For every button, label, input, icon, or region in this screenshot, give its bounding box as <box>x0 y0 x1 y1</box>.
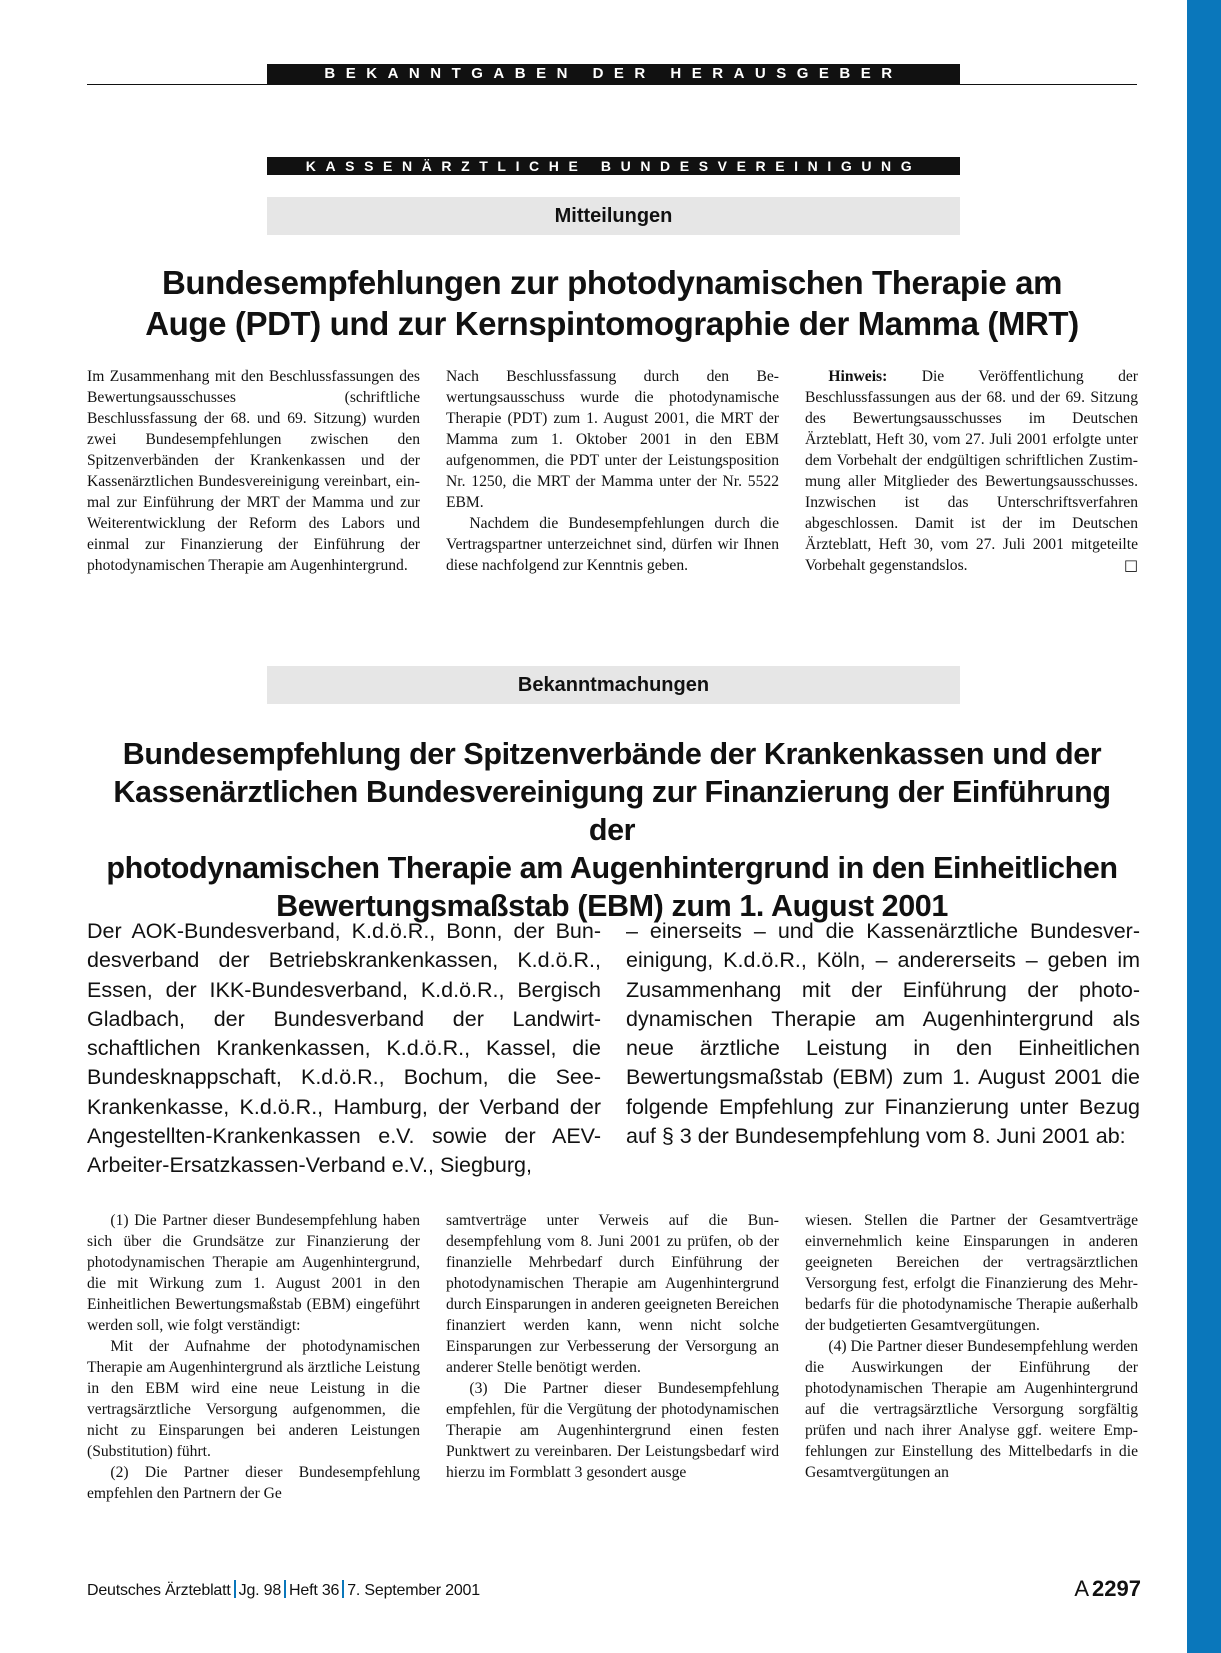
organization-band: KASSENÄRZTLICHE BUNDESVEREINIGUNG <box>267 157 960 175</box>
header-rule <box>87 84 1137 85</box>
footer-citation <box>87 1580 480 1600</box>
paragraph: (4) Die Partner dieser Bundesempfehlung werden die Auswirkungen der Einführung der photodynamischen Therapie am Augenhintergrund auf die vertragsärztliche Versorgung sorgfältig prüfen und nach ihrer Analyse ggf. weitere Empfehlungen zur Einstellung des Mittelbedarfs in die Gesamtvergütungen an <box>805 1338 1138 1481</box>
hint-paragraph <box>805 366 1138 576</box>
paragraph: Mit der Aufnahme der photodynamischen Therapie am Augenhintergrund als ärztliche Leistung in den EBM wird eine neue Leistung in die vertragsärztliche Versorgung aufgenommen, die nicht zu Einsparungen bei anderen Leistungen (Substitution) führt. <box>87 1338 420 1460</box>
bekanntmachung-column-3 <box>805 1210 1138 1483</box>
lead-paragraph-left: Der AOK-Bundesverband, K.d.ö.R., Bonn, der Bundesverband der Betriebskrankenkassen, K.d.ö.R., Essen, der IKK-Bundesverband, K.d.ö.R., Bergisch Gladbach, der Bundesverband der Landwirtschaftlichen Krankenkassen, K.d.ö.R., Kassel, die Bundesknappschaft, K.d.ö.R., Bochum, die See-Krankenkasse, K.d.ö.R., Hamburg, der Verband der Angestellten-Krankenkassen e.V. sowie der AEV-Arbeiter-Ersatzkassen-Verband e.V., Siegburg, <box>87 919 601 1178</box>
footer-date: 7. September 2001 <box>347 1582 480 1599</box>
footer-volume: Jg. 98 <box>238 1582 282 1599</box>
paragraph: Im Zusammenhang mit den Beschlussfassungen des Bewertungsausschusses (schriftliche Beschlussfassung der 68. und 69. Sitzung) wurden zwei Bundesempfehlungen zwischen den Spitzenverbänden der Krankenkassen und der Kassenärztlichen Bundesvereinigung vereinbart, einmal zur Einführung der MRT der Mamma und zur Weiterentwicklung der Reform des Labors und einmal zur Finanzierung der Einführung der photodynamischen Therapie am Augenhintergrund. <box>87 368 420 574</box>
mitteilung-column-2 <box>446 366 779 576</box>
hint-text: Die Veröffentlichung der Beschlussfassungen aus der 68. und der 69. Sitzung des Bewertungsausschusses im Deutschen Ärzteblatt, Heft 30, vom 27. Juli 2001 erfolgte unter dem Vorbehalt der endgültigen schriftlichen Zustimmung aller Mitglieder des Bewertungsausschusses. Inzwischen ist das Unterschriftsverfahren abgeschlossen. Damit ist der im Deutschen Ärzteblatt, Heft 30, vom 27. Juli 2001 mitgeteilte Vorbehalt gegenstandslos. <box>805 368 1138 574</box>
headline-2-line-3: photodynamischen Therapie am Augenhintergrund in den Einheitlichen <box>106 851 1118 885</box>
article-headline-1 <box>87 262 1137 344</box>
bekanntmachung-column-2 <box>446 1210 779 1483</box>
headline-1-line-2: Auge (PDT) und zur Kernspintomographie der Mamma (MRT) <box>145 305 1079 342</box>
paragraph: samtverträge unter Verweis auf die Bundesempfehlung vom 8. Juni 2001 zu prüfen, ob der finanzielle Mehrbedarf durch Einführung der photodynamischen Therapie am Augenhintergrund durch Einsparungen in anderen geeigneten Bereichen finanziert werden kann, wenn nicht solche Einsparungen zur Verbesserung der Versorgung an anderer Stelle benötigt werden. <box>446 1212 779 1376</box>
paragraph: (1) Die Partner dieser Bundesempfehlung haben sich über die Grundsätze zur Finanzierung der photodynamischen Therapie am Augenhintergrund, die mit Wirkung zum 1. August 2001 in den Einheitlichen Bewertungsmaßstab (EBM) eingeführt werden soll, wie folgt verständigt: <box>87 1212 420 1334</box>
footer-issue: Heft 36 <box>289 1582 340 1599</box>
mitteilung-column-1 <box>87 366 420 576</box>
section-label-mitteilungen: Mitteilungen <box>267 197 960 235</box>
footer-journal: Deutsches Ärzteblatt <box>87 1582 231 1599</box>
section-label-bekanntmachungen: Bekanntmachungen <box>267 666 960 704</box>
page-number <box>1074 1576 1141 1602</box>
paragraph: (2) Die Partner dieser Bundesempfehlung empfehlen den Partnern der Ge <box>87 1464 420 1502</box>
mitteilung-column-3 <box>805 366 1138 576</box>
article-headline-2 <box>87 735 1137 925</box>
headline-1-line-1: Bundesempfehlungen zur photodynamischen Therapie am <box>161 264 1063 301</box>
footer-separator <box>234 1580 236 1598</box>
lead-paragraph-right: – einerseits – und die Kassenärztliche Bundesvereinigung, K.d.ö.R., Köln, – andererseits – geben im Zusammenhang mit der Einführung der photodynamischen Therapie am Augenhintergrund als neue ärztliche Leistung in den Einheitlichen Bewertungsmaßstab (EBM) zum 1. August 2001 die folgende Empfehlung zur Finanzierung unter Bezug auf § 3 der Bundesempfehlung vom 8. Juni 2001 ab: <box>626 919 1140 1149</box>
side-color-bar <box>1187 0 1221 1653</box>
page-prefix: A <box>1074 1576 1090 1601</box>
bekanntmachung-column-1 <box>87 1210 420 1504</box>
footer-separator <box>342 1580 344 1598</box>
section-header-band: BEKANNTGABEN DER HERAUSGEBER <box>267 64 960 84</box>
page-number-value: 2297 <box>1092 1576 1141 1601</box>
paragraph: wiesen. Stellen die Partner der Gesamtverträge einvernehmlich keine Einsparungen in anderen geeigneten Bereichen der vertragsärztlichen Versorgung fest, erfolgt die Finanzierung des Mehrbedarfs für die photodynamische Therapie außerhalb der budgetierten Gesamtvergütungen. <box>805 1212 1138 1334</box>
hint-label: Hinweis: <box>828 368 888 385</box>
paragraph: Nach Beschlussfassung durch den Bewertungsausschuss wurde die photodynamische Therapie (PDT) zum 1. August 2001, die MRT der Mamma zum 1. Oktober 2001 in den EBM aufgenommen, die PDT unter der Leistungsposition Nr. 1250, die MRT der Mamma unter der Nr. 5522 EBM. <box>446 368 779 511</box>
headline-2-line-2: Kassenärztlichen Bundesvereinigung zur Finanzierung der Einführung der <box>113 775 1111 847</box>
paragraph: Nachdem die Bundesempfehlungen durch die Vertragspartner unterzeichnet sind, dürfen wir Ihnen diese nachfolgend zur Kenntnis geben. <box>446 515 779 574</box>
footer-separator <box>284 1580 286 1598</box>
end-of-article-box: □ <box>1123 556 1138 574</box>
headline-2-line-4: Bewertungsmaßstab (EBM) zum 1. August 2001 <box>276 889 948 923</box>
headline-2-line-1: Bundesempfehlung der Spitzenverbände der Krankenkassen und der <box>122 737 1102 771</box>
paragraph: (3) Die Partner dieser Bundesempfehlung empfehlen, für die Vergütung der photodynamischen Therapie am Augenhintergrund einen festen Punktwert zu vereinbaren. Der Leistungsbedarf wird hierzu im Formblatt 3 gesondert ausge <box>446 1380 779 1481</box>
